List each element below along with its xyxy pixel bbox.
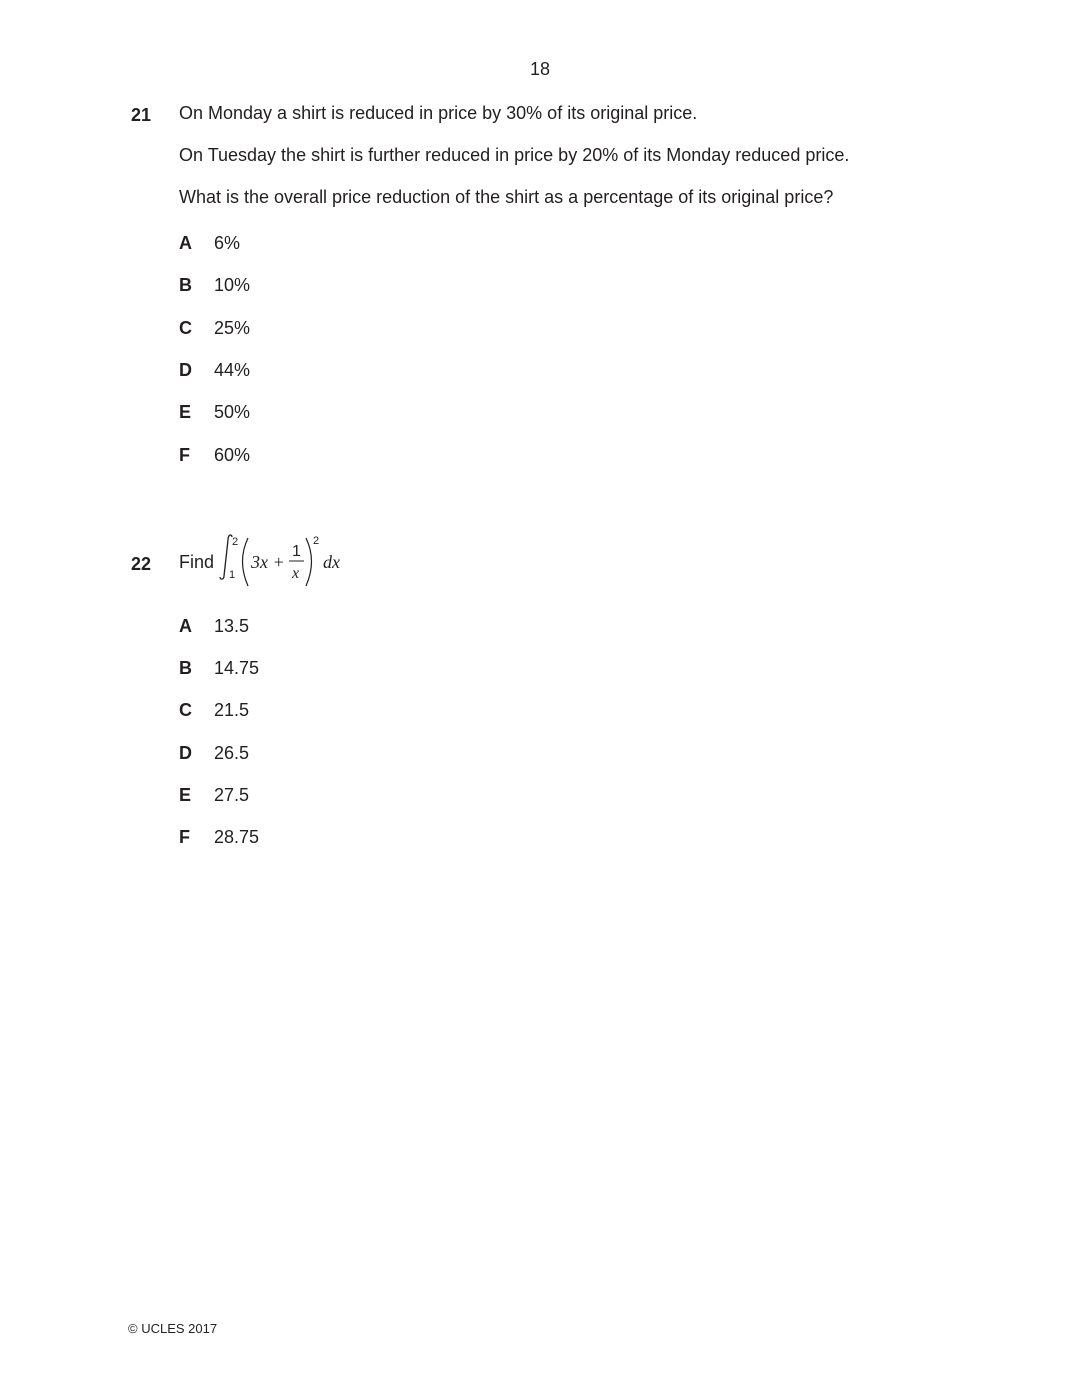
question-prompt: Find [179,552,215,572]
option-value: 25% [214,318,251,338]
option-value: 21.5 [214,700,250,720]
question-number: 22 [131,554,152,574]
option-letter: D [179,743,192,763]
option-value: 27.5 [214,785,250,805]
formula-term: 3x + [251,552,285,572]
right-parenthesis [306,538,312,586]
option-value: 60% [214,445,251,465]
option-letter: C [179,700,192,720]
option-value: 10% [214,275,251,295]
integral-upper-limit: 2 [232,536,239,548]
option-letter: A [179,233,192,253]
copyright-footer: © UCLES 2017 [128,1321,218,1336]
option-value: 28.75 [214,827,260,847]
option-letter: B [179,658,192,678]
question-number: 21 [131,105,152,125]
fraction-denominator: x [292,565,300,582]
option-value: 6% [214,233,241,253]
formula-exponent: 2 [313,535,320,547]
option-value: 26.5 [214,743,250,763]
option-letter: F [179,827,190,847]
formula-differential: dx [323,552,340,572]
option-value: 13.5 [214,616,250,636]
integral-lower-limit: 1 [229,569,236,581]
option-letter: A [179,616,192,636]
option-value: 50% [214,402,251,422]
option-letter: E [179,402,192,422]
question-text-line: On Tuesday the shirt is further reduced in price by 20% of its Monday reduced price. [179,145,850,165]
option-value: 44% [214,360,251,380]
integral-formula [219,530,354,592]
question-text-line: What is the overall price reduction of the shirt as a percentage of its original price? [179,187,834,207]
option-letter: B [179,275,192,295]
option-letter: D [179,360,192,380]
option-value: 14.75 [214,658,260,678]
option-letter: C [179,318,192,338]
page-number: 18 [529,59,551,79]
left-parenthesis [243,538,249,586]
option-letter: E [179,785,192,805]
question-text-line: On Monday a shirt is reduced in price by 30% of its original price. [179,103,698,123]
fraction-numerator: 1 [292,543,301,560]
option-letter: F [179,445,190,465]
